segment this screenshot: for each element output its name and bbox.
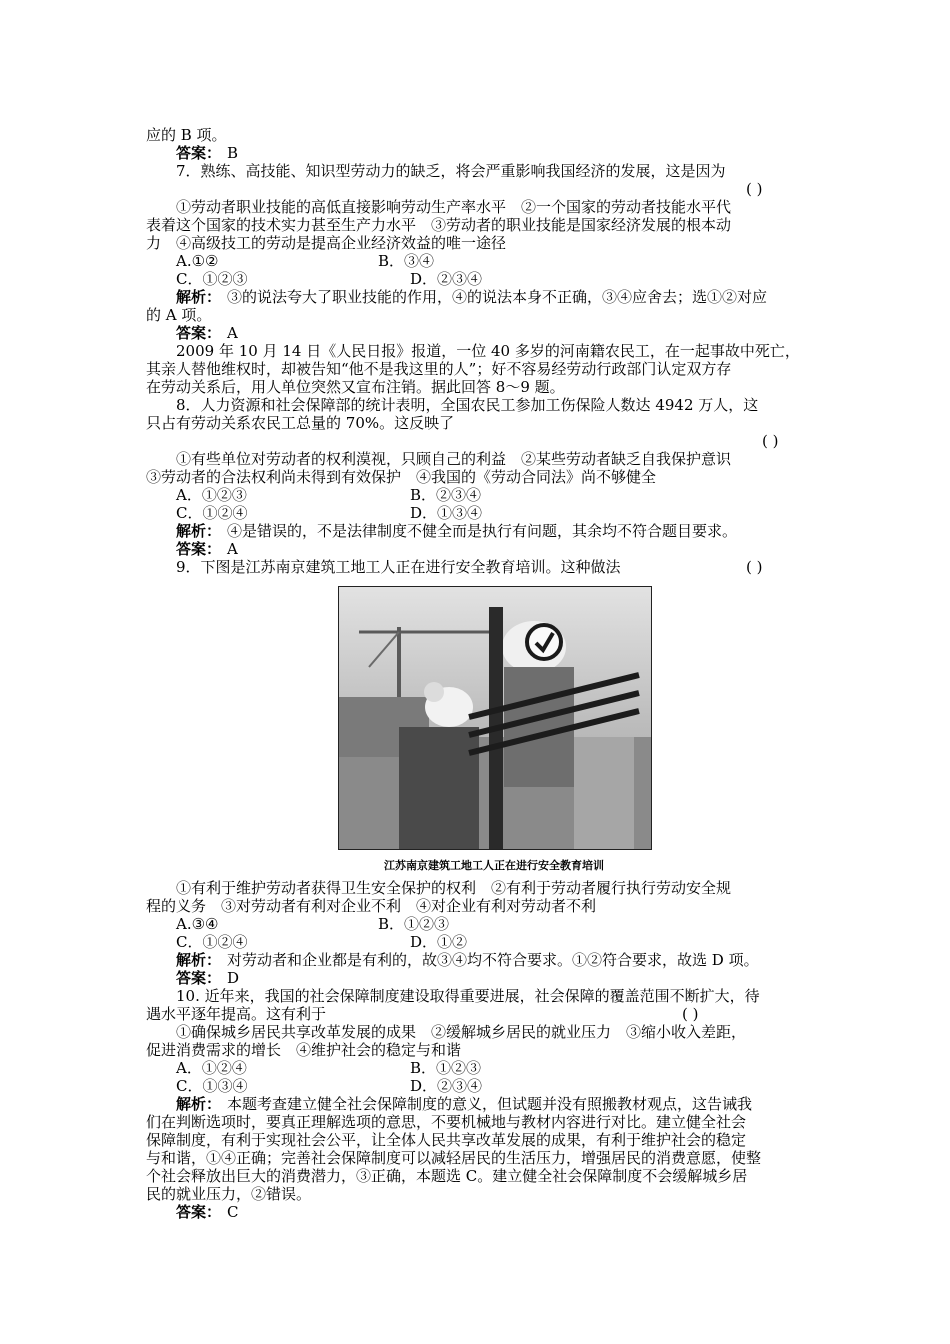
analysis-text: 民的就业压力，②错误。 [146, 1185, 312, 1203]
option-c: C．①②④ [176, 933, 248, 951]
text-line: ①劳动者职业技能的高低直接影响劳动生产率水平 ②一个国家的劳动者技能水平代 [176, 198, 732, 216]
text-line: 促进消费需求的增长 ④维护社会的稳定与和谐 [146, 1041, 462, 1059]
question-9: 9．下图是江苏南京建筑工地工人正在进行安全教育培训。这种做法 [176, 558, 621, 576]
answer-value: D [227, 969, 240, 987]
text-line: 表着这个国家的技术实力甚至生产力水平 ③劳动者的职业技能是国家经济发展的根本动 [146, 216, 732, 234]
analysis-text: 保障制度，有利于实现社会公平，让全体人民共享改革发展的成果，有利于维护社会的稳定 [146, 1131, 747, 1149]
analysis-text: ③的说法夸大了职业技能的作用，④的说法本身不正确，③④应舍去；选①②对应 [227, 288, 768, 306]
text-line: 力 ④高级技工的劳动是提高企业经济效益的唯一途径 [146, 234, 507, 252]
answer-label: 答案： [176, 1203, 222, 1221]
option-a: A．①②③ [176, 486, 247, 504]
analysis-label: 解析： [176, 522, 222, 540]
answer-blank: ( ) [746, 180, 763, 198]
question-8: 8．人力资源和社会保障部的统计表明，全国农民工参加工伤保险人数达 4942 万人，这 [176, 396, 759, 414]
passage-text: 在劳动关系后，用人单位突然又宣布注销。据此回答 8～9 题。 [146, 378, 565, 396]
analysis-label: 解析： [176, 288, 222, 306]
answer-label: 答案： [176, 540, 222, 558]
option-a: A.①② [176, 252, 219, 270]
option-d: D．②③④ [410, 1077, 483, 1095]
text-line: 应的 B 项。 [146, 126, 227, 144]
answer-value: A [227, 540, 238, 558]
option-a: A.③④ [176, 915, 219, 933]
photo-illustration [339, 587, 651, 849]
option-b: B．②③④ [410, 486, 482, 504]
option-d: D．①② [410, 933, 468, 951]
analysis-text: 个社会释放出巨大的消费潜力，③正确，本题选 C。建立健全社会保障制度不会缓解城乡居 [146, 1167, 748, 1185]
answer-blank: ( ) [762, 432, 779, 450]
answer-blank: ( ) [746, 558, 763, 576]
analysis-text: 的 A 项。 [146, 306, 212, 324]
figure-caption: 江苏南京建筑工地工人正在进行安全教育培训 [384, 859, 604, 872]
text-line: 程的义务 ③对劳动者有利对企业不利 ④对企业有利对劳动者不利 [146, 897, 597, 915]
option-b: B．①②③ [378, 915, 450, 933]
question-7: 7．熟练、高技能、知识型劳动力的缺乏，将会严重影响我国经济的发展，这是因为 [176, 162, 726, 180]
passage-text: 2009 年 10 月 14 日《人民日报》报道，一位 40 多岁的河南籍农民工，在一起事故中死亡， [176, 342, 800, 360]
text-line: ①确保城乡居民共享改革发展的成果 ②缓解城乡居民的就业压力 ③缩小收入差距， [176, 1023, 747, 1041]
option-d: D．②③④ [410, 270, 483, 288]
option-c: C．①②④ [176, 504, 248, 522]
option-c: C．①②③ [176, 270, 248, 288]
text-line: ③劳动者的合法权利尚未得到有效保护 ④我国的《劳动合同法》尚不够健全 [146, 468, 657, 486]
analysis-text: 对劳动者和企业都是有利的，故③④均不符合要求。①②符合要求，故选 D 项。 [227, 951, 759, 969]
option-b: B．①②③ [410, 1059, 482, 1077]
answer-value: A [227, 324, 238, 342]
analysis-label: 解析： [176, 951, 222, 969]
option-d: D．①③④ [410, 504, 483, 522]
answer-label: 答案： [176, 144, 222, 162]
answer-value: C [227, 1203, 239, 1221]
option-a: A．①②④ [176, 1059, 247, 1077]
passage-text: 其亲人替他维权时，却被告知“他不是我这里的人”；好不容易经劳动行政部门认定双方存 [146, 360, 732, 378]
option-b: B．③④ [378, 252, 435, 270]
answer-value: B [227, 144, 239, 162]
option-c: C．①③④ [176, 1077, 248, 1095]
analysis-text: 与和谐，①④正确；完善社会保障制度可以减轻居民的生活压力，增强居民的消费意愿，使整 [146, 1149, 762, 1167]
text-line: 只占有劳动关系农民工总量的 70%。这反映了 [146, 414, 455, 432]
answer-label: 答案： [176, 324, 222, 342]
question-10: 10. 近年来，我国的社会保障制度建设取得重要进展，社会保障的覆盖范围不断扩大，待 [176, 987, 760, 1005]
text-line: 遇水平逐年提高。这有利于 [146, 1005, 327, 1023]
analysis-text: ④是错误的，不是法律制度不健全而是执行有问题，其余均不符合题目要求。 [227, 522, 738, 540]
text-line: ①有利于维护劳动者获得卫生安全保护的权利 ②有利于劳动者履行执行劳动安全规 [176, 879, 732, 897]
analysis-text: 本题考查建立健全社会保障制度的意义，但试题并没有照搬教材观点，这告诫我 [227, 1095, 753, 1113]
text-line: ①有些单位对劳动者的权利漠视，只顾自己的利益 ②某些劳动者缺乏自我保护意识 [176, 450, 732, 468]
construction-safety-photo [338, 586, 652, 850]
analysis-text: 们在判断选项时，要真正理解选项的意思，不要机械地与教材内容进行对比。建立健全社会 [146, 1113, 747, 1131]
answer-blank: ( ) [682, 1005, 699, 1023]
answer-label: 答案： [176, 969, 222, 987]
analysis-label: 解析： [176, 1095, 222, 1113]
